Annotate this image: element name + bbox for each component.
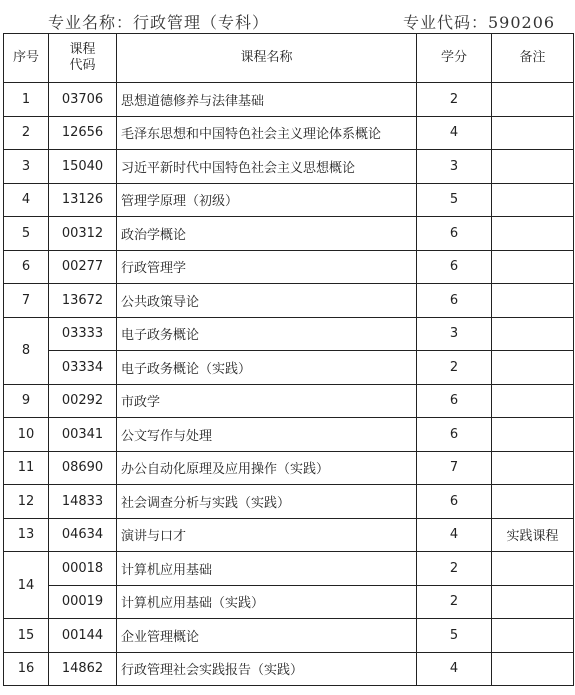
row-note (492, 619, 574, 653)
table-row (4, 150, 574, 184)
row-code: 00341 (49, 418, 117, 452)
row-note (492, 552, 574, 586)
row-name: 公共政策导论 (117, 284, 417, 318)
row-credit: 2 (417, 585, 492, 619)
table-row (4, 384, 574, 418)
table-row (4, 652, 574, 686)
table-row (4, 485, 574, 519)
row-note (492, 451, 574, 485)
row-credit: 6 (417, 418, 492, 452)
row-code: 00292 (49, 384, 117, 418)
row-note (492, 485, 574, 519)
table-row (4, 317, 574, 351)
row-no: 14 (4, 552, 49, 619)
row-no: 2 (4, 116, 49, 150)
row-code: 14862 (49, 652, 117, 686)
table-row (4, 83, 574, 117)
row-name: 公文写作与处理 (117, 418, 417, 452)
row-code: 13126 (49, 183, 117, 217)
table-row (4, 250, 574, 284)
row-code: 03334 (49, 351, 117, 385)
row-code: 04634 (49, 518, 117, 552)
row-no: 16 (4, 652, 49, 686)
row-credit: 6 (417, 217, 492, 251)
row-code: 12656 (49, 116, 117, 150)
row-name: 电子政务概论 (117, 317, 417, 351)
row-no: 4 (4, 183, 49, 217)
col-header-no: 序号 (4, 34, 49, 83)
row-name: 管理学原理（初级） (117, 183, 417, 217)
table-row (4, 284, 574, 318)
row-note: 实践课程 (492, 518, 574, 552)
major-name: 专业名称：行政管理（专科） (48, 13, 270, 32)
row-no: 11 (4, 451, 49, 485)
row-credit: 4 (417, 116, 492, 150)
table-row (4, 518, 574, 552)
row-credit: 7 (417, 451, 492, 485)
row-name: 市政学 (117, 384, 417, 418)
row-code: 14833 (49, 485, 117, 519)
row-name: 社会调查分析与实践（实践） (117, 485, 417, 519)
table-row (4, 116, 574, 150)
row-no: 10 (4, 418, 49, 452)
row-note (492, 585, 574, 619)
row-code: 15040 (49, 150, 117, 184)
row-name: 习近平新时代中国特色社会主义思想概论 (117, 150, 417, 184)
table-header-row (4, 34, 574, 83)
row-note (492, 418, 574, 452)
row-note (492, 652, 574, 686)
row-note (492, 83, 574, 117)
row-code: 00144 (49, 619, 117, 653)
row-note (492, 351, 574, 385)
row-name: 企业管理概论 (117, 619, 417, 653)
row-no: 9 (4, 384, 49, 418)
col-header-credit: 学分 (417, 34, 492, 83)
table-row (4, 585, 574, 619)
row-no: 5 (4, 217, 49, 251)
row-code: 13672 (49, 284, 117, 318)
table-row (4, 619, 574, 653)
row-note (492, 384, 574, 418)
row-name: 毛泽东思想和中国特色社会主义理论体系概论 (117, 116, 417, 150)
row-credit: 6 (417, 485, 492, 519)
row-name: 演讲与口才 (117, 518, 417, 552)
row-code: 08690 (49, 451, 117, 485)
document-header (0, 10, 575, 32)
row-name: 电子政务概论（实践） (117, 351, 417, 385)
row-credit: 3 (417, 150, 492, 184)
col-header-code (49, 34, 117, 83)
row-credit: 2 (417, 351, 492, 385)
row-code: 00019 (49, 585, 117, 619)
row-name: 思想道德修养与法律基础 (117, 83, 417, 117)
major-code: 专业代码：590206 (403, 13, 556, 32)
row-code: 03706 (49, 83, 117, 117)
table-row (4, 552, 574, 586)
row-no: 3 (4, 150, 49, 184)
col-header-code-line2: 代码 (69, 58, 96, 73)
row-name: 办公自动化原理及应用操作（实践） (117, 451, 417, 485)
row-code: 00018 (49, 552, 117, 586)
row-name: 行政管理学 (117, 250, 417, 284)
row-no: 8 (4, 317, 49, 384)
row-credit: 3 (417, 317, 492, 351)
row-name: 计算机应用基础 (117, 552, 417, 586)
row-credit: 2 (417, 552, 492, 586)
row-credit: 6 (417, 384, 492, 418)
row-no: 6 (4, 250, 49, 284)
row-note (492, 217, 574, 251)
table-row (4, 451, 574, 485)
row-name: 政治学概论 (117, 217, 417, 251)
row-code: 03333 (49, 317, 117, 351)
row-no: 7 (4, 284, 49, 318)
row-credit: 6 (417, 284, 492, 318)
row-credit: 5 (417, 183, 492, 217)
row-credit: 4 (417, 518, 492, 552)
row-note (492, 284, 574, 318)
row-note (492, 317, 574, 351)
row-note (492, 150, 574, 184)
table-row (4, 418, 574, 452)
col-header-name: 课程名称 (117, 34, 417, 83)
table-row (4, 217, 574, 251)
row-no: 1 (4, 83, 49, 117)
table-row (4, 351, 574, 385)
row-credit: 4 (417, 652, 492, 686)
course-table (3, 33, 574, 686)
row-no: 12 (4, 485, 49, 519)
row-note (492, 116, 574, 150)
row-credit: 5 (417, 619, 492, 653)
table-row (4, 183, 574, 217)
row-code: 00312 (49, 217, 117, 251)
row-name: 计算机应用基础（实践） (117, 585, 417, 619)
row-note (492, 250, 574, 284)
row-name: 行政管理社会实践报告（实践） (117, 652, 417, 686)
row-no: 13 (4, 518, 49, 552)
col-header-code-line1: 课程 (69, 42, 96, 57)
row-code: 00277 (49, 250, 117, 284)
row-credit: 6 (417, 250, 492, 284)
row-credit: 2 (417, 83, 492, 117)
row-note (492, 183, 574, 217)
row-no: 15 (4, 619, 49, 653)
col-header-note: 备注 (492, 34, 574, 83)
